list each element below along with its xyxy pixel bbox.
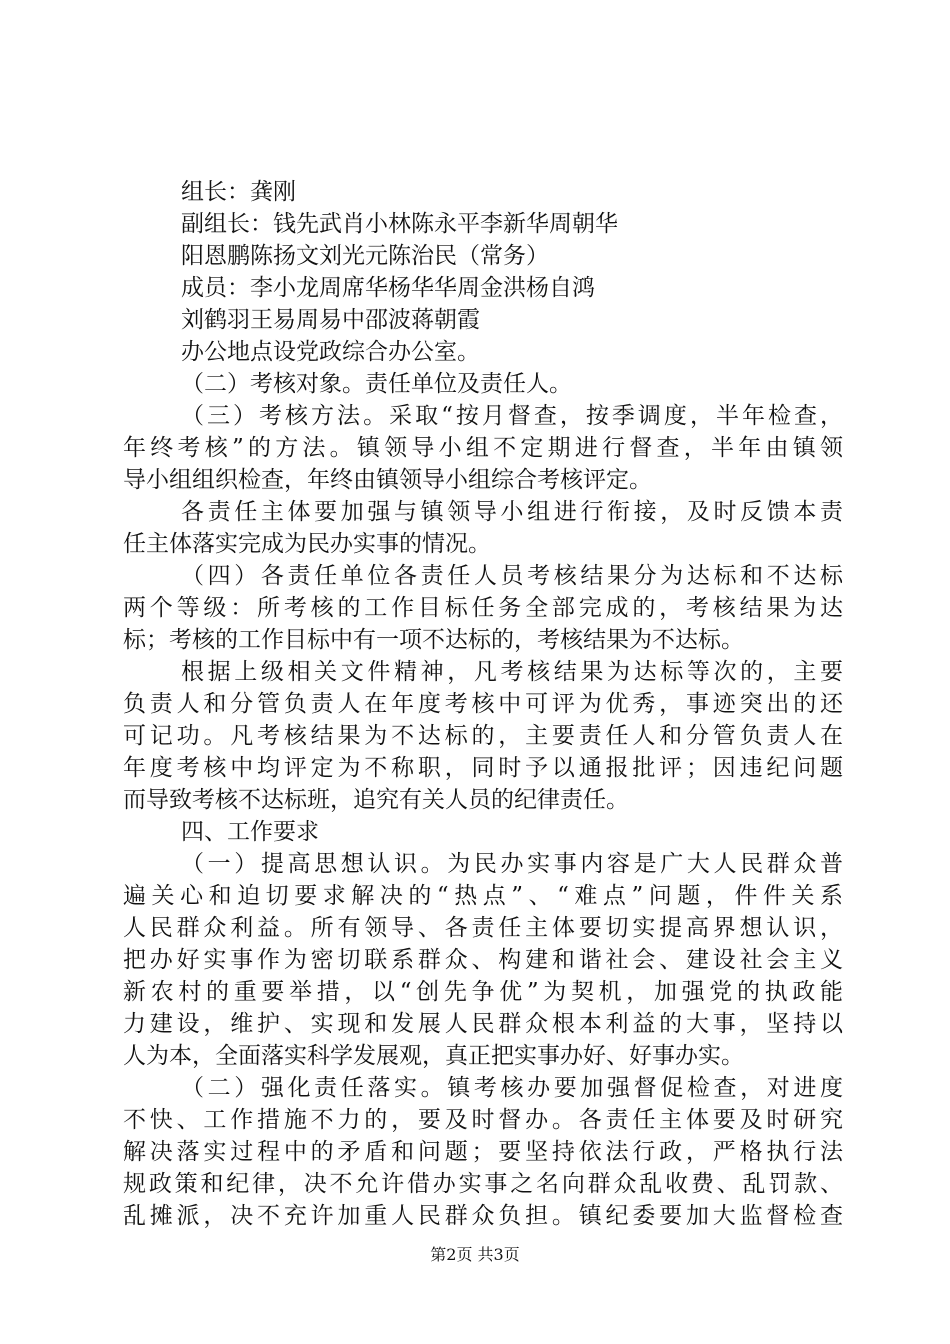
text-line: 根据上级相关文件精神，凡考核结果为达标等次的，主要	[181, 659, 843, 685]
text-line: 解决落实过程中的矛盾和问题；要坚持依法行政，严格执行法	[123, 1139, 843, 1165]
text-line: 人民群众利益。所有领导、各责任主体要切实提高界想认识，	[123, 915, 843, 941]
text-line: （二）考核对象。责任单位及责任人。	[181, 371, 572, 397]
text-line: 不快、工作措施不力的，要及时督办。各责任主体要及时研究	[123, 1107, 843, 1133]
text-line: 标；考核的工作目标中有一项不达标的，考核结果为不达标。	[123, 627, 744, 653]
text-line: 遍关心和迫切要求解决的“热点”、“难点”问题，件件关系	[123, 883, 843, 909]
text-line: 力建设，维护、实现和发展人民群众根本利益的大事，坚持以	[123, 1011, 843, 1037]
text-line: 年终考核”的方法。镇领导小组不定期进行督查，半年由镇领	[123, 435, 843, 461]
text-line: 组长：龚刚	[181, 179, 296, 205]
text-line: 年度考核中均评定为不称职，同时予以通报批评；因违纪问题	[123, 755, 843, 781]
text-line: 新农村的重要举措，以“创先争优”为契机，加强党的执政能	[123, 979, 843, 1005]
text-line: 可记功。凡考核结果为不达标的，主要责任人和分管负责人在	[123, 723, 843, 749]
text-line: （一）提高思想认识。为民办实事内容是广大人民群众普	[181, 851, 843, 877]
text-line: 成员：李小龙周席华杨华华周金洪杨自鸿	[181, 275, 595, 301]
text-line: 人为本，全面落实科学发展观，真正把实事办好、好事办实。	[123, 1043, 744, 1069]
text-line: 把办好实事作为密切联系群众、构建和谐社会、建设社会主义	[123, 947, 843, 973]
text-line: 而导致考核不达标班，追究有关人员的纪律责任。	[123, 787, 629, 813]
text-line: 办公地点设党政综合办公室。	[181, 339, 480, 365]
page-number: 第2页 共3页	[430, 1245, 520, 1264]
text-line: 导小组组织检查，年终由镇领导小组综合考核评定。	[123, 467, 652, 493]
text-line: 刘鹤羽王易周易中邵波蒋朝霞	[181, 307, 480, 333]
section-heading: 四、工作要求	[181, 819, 319, 845]
text-line: 各责任主体要加强与镇领导小组进行衔接，及时反馈本责	[181, 499, 843, 525]
text-line: 任主体落实完成为民办实事的情况。	[123, 531, 491, 557]
text-line: 两个等级：所考核的工作目标任务全部完成的，考核结果为达	[123, 595, 843, 621]
text-line: 乱摊派，决不充许加重人民群众负担。镇纪委要加大监督检查	[123, 1203, 843, 1229]
text-line: 阳恩鹏陈扬文刘光元陈治民（常务）	[181, 243, 549, 269]
text-line: 副组长：钱先武肖小林陈永平李新华周朝华	[181, 211, 618, 237]
text-line: （三）考核方法。采取“按月督查，按季调度，半年检查，	[181, 403, 843, 429]
text-line: 规政策和纪律，决不允许借办实事之名向群众乱收费、乱罚款、	[123, 1171, 843, 1197]
text-line: （四）各责任单位各责任人员考核结果分为达标和不达标	[181, 563, 843, 589]
text-line: 负责人和分管负责人在年度考核中可评为优秀，事迹突出的还	[123, 691, 843, 717]
text-line: （二）强化责任落实。镇考核办要加强督促检查，对进度	[181, 1075, 843, 1101]
